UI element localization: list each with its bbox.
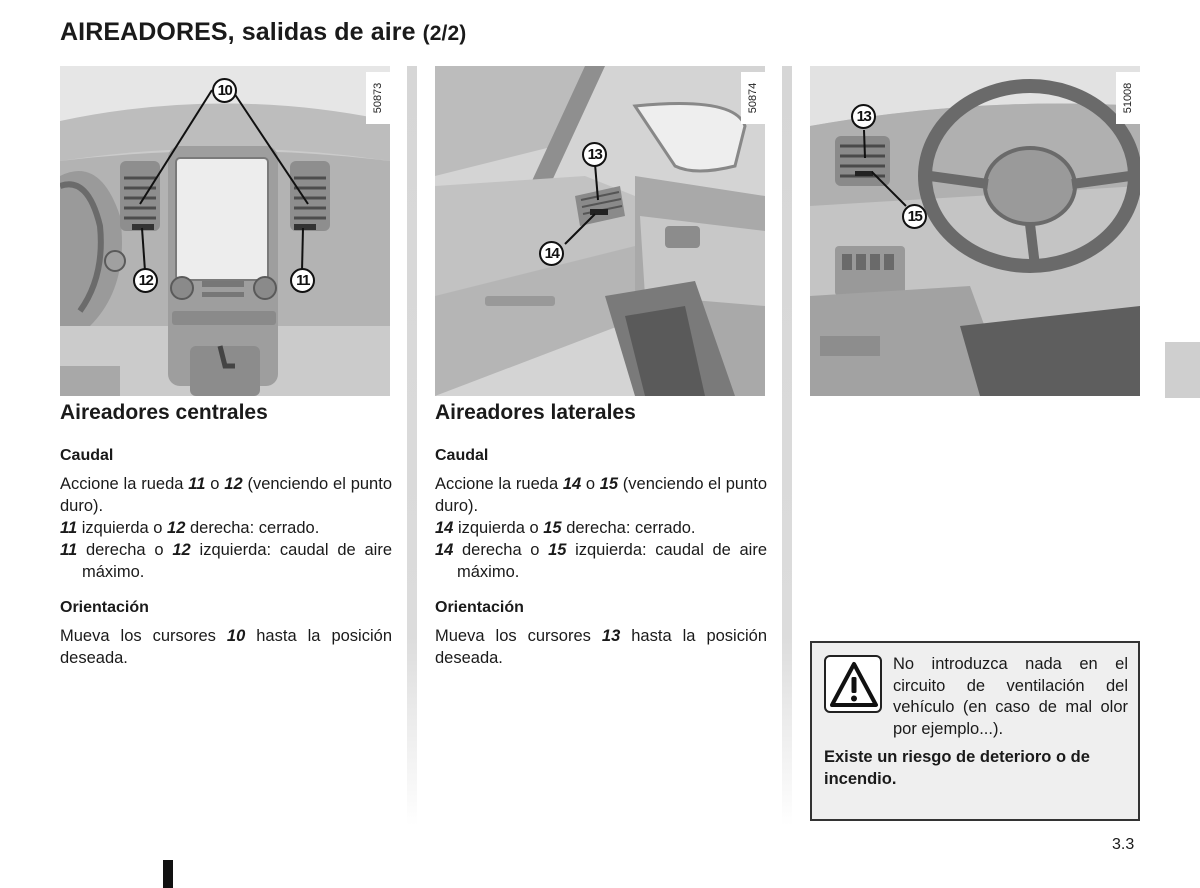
warning-risk-text: Existe un riesgo de deterioro o de incendio.	[824, 748, 1090, 788]
instruction-paragraph: Accione la rueda 14 o 15 (venciendo el punto duro).	[435, 475, 768, 515]
warning-icon	[824, 655, 882, 713]
figure-code: 50873	[366, 72, 390, 124]
section-side-vents	[435, 400, 767, 669]
callout-13: 13	[582, 142, 607, 167]
page-number: 3.3	[1112, 836, 1135, 853]
warning-box	[810, 641, 1140, 821]
closed-state-line: 11 izquierda o 12 derecha: cerrado.	[60, 519, 320, 537]
page-title-text: AIREADORES, salidas de aire	[60, 18, 416, 46]
column-divider	[407, 66, 417, 826]
callout-13: 13	[851, 104, 876, 129]
dashboard-illustration	[60, 66, 390, 396]
figure-code: 50874	[741, 72, 765, 124]
orientation-paragraph: Mueva los cursores 10 hasta la posición deseada.	[60, 627, 392, 667]
figure-driver-vent	[810, 66, 1140, 396]
callout-12: 12	[133, 268, 158, 293]
page-title	[60, 18, 466, 47]
column-divider	[782, 66, 792, 826]
orientation-paragraph: Mueva los cursores 13 hasta la posición deseada.	[435, 627, 767, 667]
section-central-vents	[60, 400, 392, 669]
callout-15: 15	[902, 204, 927, 229]
warning-text: No introduzca nada en el circuito de ventilación del vehículo (en caso de mal olor por ejemplo...).	[893, 655, 1128, 738]
caudal-heading: Caudal	[60, 447, 114, 464]
callout-11: 11	[290, 268, 315, 293]
figure-side-vent	[435, 66, 765, 396]
section-heading: Aireadores laterales	[435, 401, 636, 424]
caudal-heading: Caudal	[435, 447, 489, 464]
closed-state-line: 14 izquierda o 15 derecha: cerrado.	[435, 519, 696, 537]
callout-14: 14	[539, 241, 564, 266]
max-flow-line: 14 derecha o 15 izquierda: caudal de aire máximo.	[435, 541, 768, 581]
figure-central-vents	[60, 66, 390, 396]
page-edge-mark	[163, 860, 173, 888]
figure-code: 51008	[1116, 72, 1140, 124]
instruction-paragraph: Accione la rueda 11 o 12 (venciendo el punto duro).	[60, 475, 392, 515]
orientation-heading: Orientación	[60, 599, 149, 616]
page-title-part: (2/2)	[422, 22, 467, 45]
section-heading: Aireadores centrales	[60, 401, 268, 424]
max-flow-line: 11 derecha o 12 izquierda: caudal de aire máximo.	[60, 541, 392, 581]
side-vent-illustration	[435, 66, 765, 396]
callout-10: 10	[212, 78, 237, 103]
orientation-heading: Orientación	[435, 599, 524, 616]
section-tab	[1165, 342, 1200, 398]
